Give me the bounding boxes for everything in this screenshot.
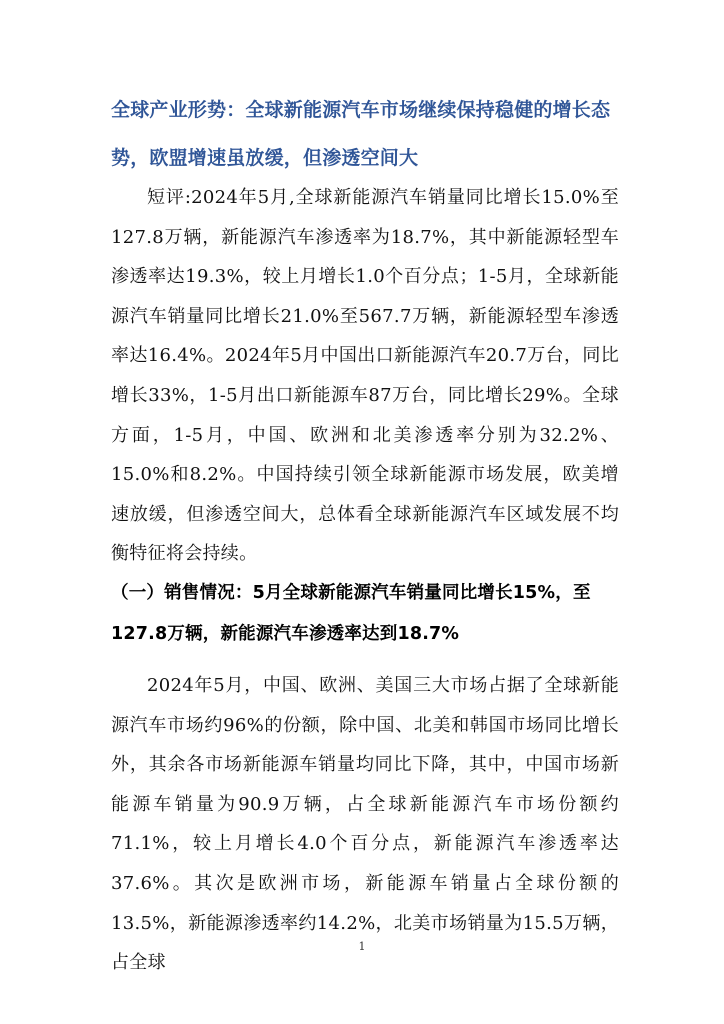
commentary-paragraph: 短评:2024年5月,全球新能源汽车销量同比增长15.0%至127.8万辆，新能源汽车渗透率为18.7%，其中新能源轻型车渗透率达19.3%，较上月增长1.0个百分点；1-5月，全球新能源汽车销量同比增长21.0%至567.7万辆，新能源轻型车渗透率达16.4%。2024年5月中国出口新能源汽车20.7万台，同比增长33%，1-5月出口新能源车87万台，同比增长29%。全球方面，1-5月，中国、欧洲和北美渗透率分别为32.2%、15.0%和8.2%。中国持续引领全球新能源市场发展，欧美增速放缓，但渗透空间大，总体看全球新能源汽车区域发展不均衡特征将会持续。 (111, 187, 619, 565)
section-heading-global-industry: 全球产业形势：全球新能源汽车市场继续保持稳健的增长态势，欧盟增速虽放缓，但渗透空间大 (111, 99, 611, 169)
page-number: 1 (358, 940, 366, 953)
body-paragraph: 2024年5月，中国、欧洲、美国三大市场占据了全球新能源汽车市场约96%的份额，除中国、北美和韩国市场同比增长外，其余各市场新能源车销量均同比下降，其中，中国市场新能源车销量为90.9万辆，占全球新能源汽车市场份额约71.1%，较上月增长4.0个百分点，新能源汽车渗透率达37.6%。其次是欧洲市场，新能源车销量占全球份额的13.5%，新能源渗透率约14.2%，北美市场销量为15.5万辆，占全球 (111, 675, 619, 974)
subsection-heading-sales: （一）销售情况：5月全球新能源汽车销量同比增长15%，至127.8万辆，新能源汽车渗透率达到18.7% (111, 583, 591, 644)
